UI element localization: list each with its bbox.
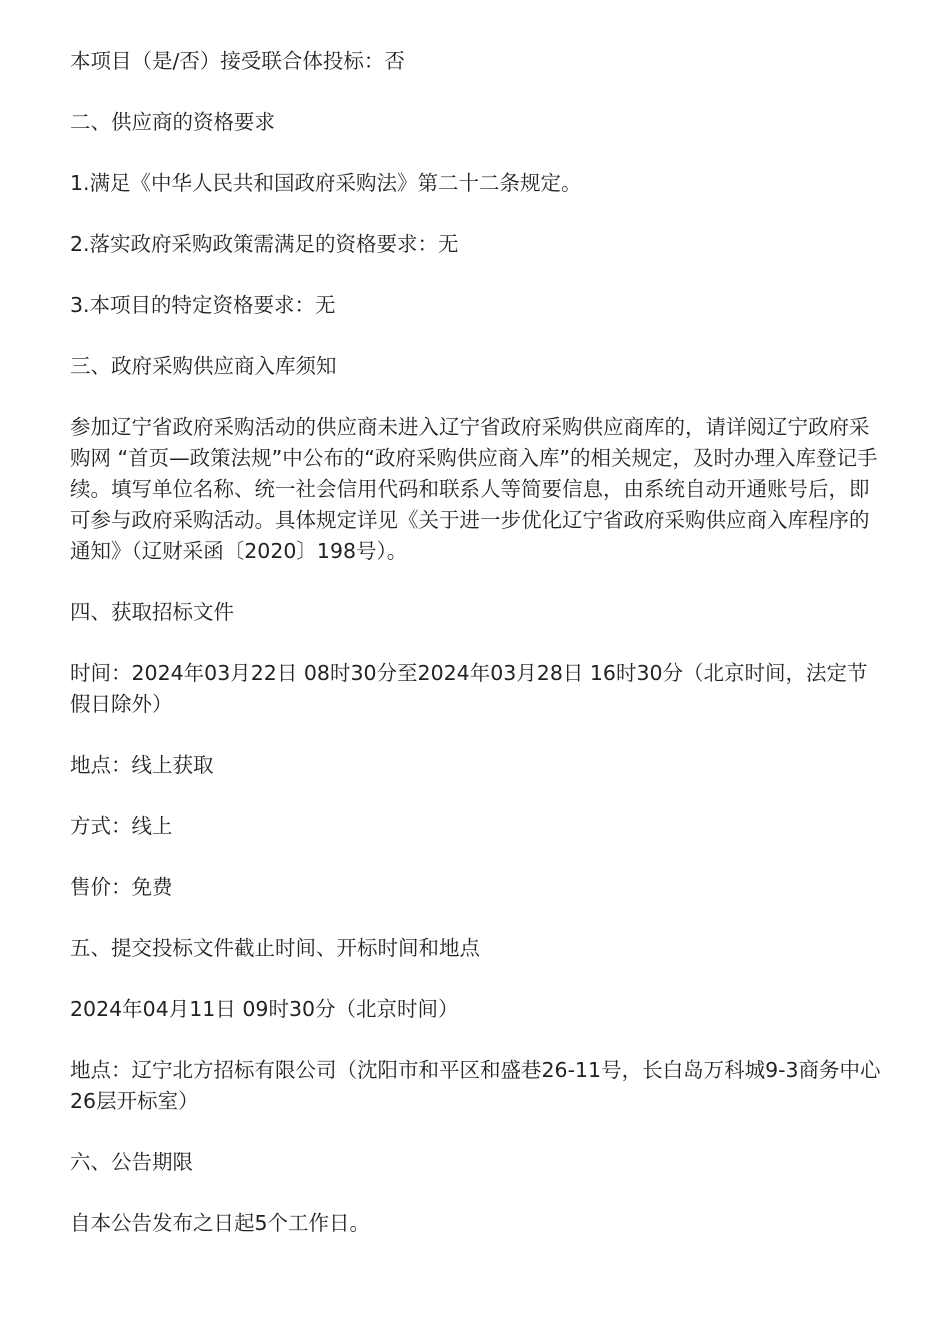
acquisition-method: 方式：线上 [70,814,173,838]
section-5-heading: 五、提交投标文件截止时间、开标时间和地点 [70,936,480,960]
section-3-body: 参加辽宁省政府采购活动的供应商未进入辽宁省政府采购供应商库的，请详阅辽宁政府采购网 “首页—政策法规”中公布的“政府采购供应商入库”的相关规定，及时办理入库登记手续。填写单位名称、统一社会信用代码和联系人等简要信息，由系统自动开通账号后，即可参与政府采购活动。具体规定详见《关于进一步优化辽宁省政府采购供应商入库程序的通知》（辽财采函〔2020〕198号）。 [70,415,878,563]
bid-deadline: 2024年04月11日 09时30分（北京时间） [70,997,459,1021]
requirement-2: 2.落实政府采购政策需满足的资格要求：无 [70,232,459,256]
requirement-1: 1.满足《中华人民共和国政府采购法》第二十二条规定。 [70,171,582,195]
document-price: 售价：免费 [70,875,173,899]
acquisition-time: 时间：2024年03月22日 08时30分至2024年03月28日 16时30分（北京时间，法定节假日除外） [70,661,868,716]
requirement-3: 3.本项目的特定资格要求：无 [70,293,336,317]
acquisition-place: 地点：线上获取 [70,753,214,777]
section-3-heading: 三、政府采购供应商入库须知 [70,354,337,378]
section-2-heading: 二、供应商的资格要求 [70,110,275,134]
consortium-statement: 本项目（是/否）接受联合体投标：否 [70,49,405,73]
bid-opening-place: 地点：辽宁北方招标有限公司（沈阳市和平区和盛巷26-11号，长白岛万科城9-3商务中心26层开标室） [70,1058,881,1113]
announcement-period: 自本公告发布之日起5个工作日。 [70,1211,371,1235]
section-4-heading: 四、获取招标文件 [70,600,234,624]
announcement-document [70,46,882,1239]
section-6-heading: 六、公告期限 [70,1150,193,1174]
